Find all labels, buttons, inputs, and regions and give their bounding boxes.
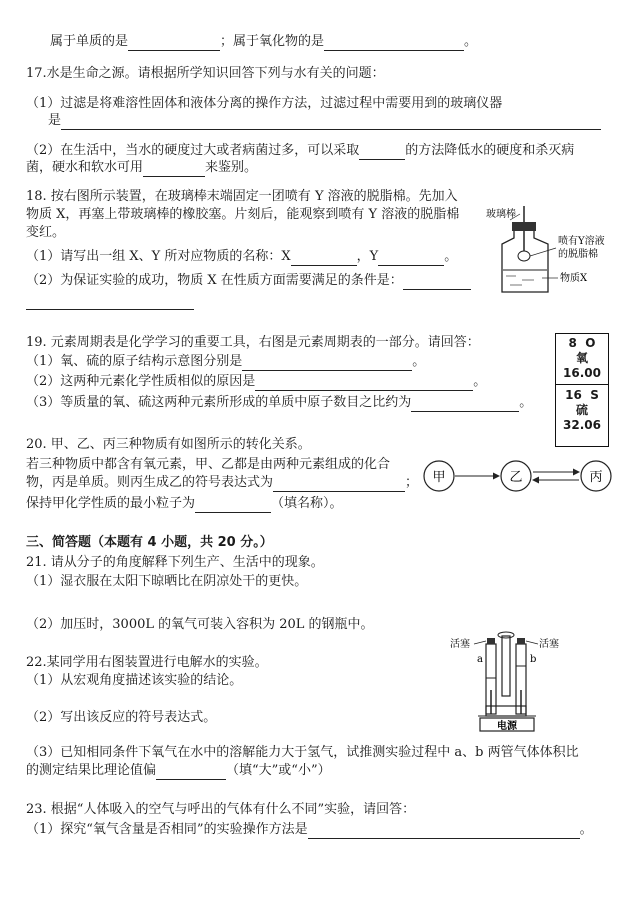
text: （3）等质量的氧、硫这两种元素所形成的单质中原子数目之比约为	[26, 395, 412, 410]
answer-blank[interactable]	[255, 376, 473, 391]
text: 。	[473, 374, 487, 389]
apparatus-figure	[482, 198, 622, 298]
q20-line3	[26, 474, 418, 492]
text: 的方法降低水的硬度和杀灭病	[405, 143, 575, 158]
q21-2-line: （2）加压时，3000L 的氧气可装入容积为 20L 的钢瓶中。	[26, 617, 374, 632]
q17-title: 17.水是生命之源。请根据所学知识回答下列与水有关的问题：	[26, 66, 385, 81]
answer-blank[interactable]	[242, 356, 412, 371]
q18-line2: 物质 X，再塞上带玻璃棒的橡胶塞。片刻后，能观察到喷有 Y 溶液的脱脂棉	[26, 207, 460, 222]
answer-blank[interactable]	[273, 477, 405, 492]
text: 。	[412, 354, 426, 369]
valve-left	[487, 638, 495, 644]
power-label: 电源	[497, 721, 517, 732]
substance-label: 物质X	[560, 273, 588, 284]
q22-1-line: （1）从宏观角度描述该实验的结论。	[26, 673, 243, 688]
answer-blank[interactable]	[403, 275, 471, 290]
text: 是	[48, 113, 62, 128]
cotton-ball	[518, 251, 530, 261]
sulfur-number-symbol: 16 S	[565, 388, 599, 402]
sulfur-name: 硫	[575, 403, 588, 417]
q17-1-line: （1）过滤是将难溶性固体和液体分离的操作方法，过滤过程中需要用到的玻璃仪器	[26, 96, 503, 111]
jia-label: 甲	[432, 470, 446, 485]
tube-b-label: b	[530, 654, 537, 665]
rod-label: 玻璃棒	[486, 209, 516, 220]
answer-blank[interactable]	[26, 295, 194, 310]
answer-blank[interactable]	[143, 162, 205, 177]
rubber-stopper	[512, 222, 536, 231]
q19-1-line	[26, 353, 425, 371]
text: 物，丙是单质。则丙生成乙的符号表达式为	[26, 475, 274, 490]
text: （2）这两种元素化学性质相似的原因是	[26, 374, 256, 389]
bing-label: 丙	[589, 470, 603, 485]
text: 的测定结果比理论值偏	[26, 763, 157, 778]
q16-line	[50, 33, 477, 51]
q17-2-line	[26, 142, 574, 160]
electrolysis-figure	[450, 630, 570, 732]
text: 来鉴别。	[205, 160, 258, 175]
section-3-heading: 三、简答题（本题有 4 小题，共 20 分。）	[26, 535, 273, 550]
text: （填名称）。	[271, 496, 343, 511]
text: （2）在生活中，当水的硬度过大或者病菌过多，可以采取	[26, 143, 360, 158]
answer-blank[interactable]	[291, 251, 357, 266]
q19-2-line	[26, 373, 486, 391]
text: （1）氧、硫的原子结构示意图分别是	[26, 354, 243, 369]
text: 。	[579, 822, 593, 837]
q20-line4	[26, 495, 343, 513]
valve-right	[517, 638, 525, 644]
text: 。	[519, 395, 533, 410]
q17-1-answer-line	[48, 112, 601, 130]
answer-blank[interactable]	[195, 498, 271, 513]
answer-blank[interactable]	[378, 251, 444, 266]
cotton-label-2: 的脱脂棉	[558, 249, 598, 260]
cotton-label-1: 喷有Y溶液	[558, 236, 605, 247]
answer-blank[interactable]	[308, 824, 580, 839]
tube-a-label: a	[477, 654, 483, 665]
q22-3-line1: （3）已知相同条件下氧气在水中的溶解能力大于氢气，试推测实验过程中 a、b 两管气体体积比	[26, 745, 579, 760]
q18-2-answer-line	[26, 292, 194, 310]
oxygen-name: 氧	[575, 351, 588, 365]
answer-blank[interactable]	[359, 145, 405, 160]
text: （填“大”或“小”）	[226, 763, 331, 778]
q22-2-line: （2）写出该反应的符号表达式。	[26, 710, 217, 725]
answer-blank[interactable]	[411, 397, 519, 412]
answer-blank[interactable]	[156, 765, 226, 780]
text: 。	[464, 34, 478, 49]
text: ；	[405, 475, 419, 490]
text: （1）请写出一组 X、Y 所对应物质的名称：X	[26, 249, 291, 264]
answer-blank[interactable]	[324, 36, 464, 51]
valve-right-label: 活塞	[539, 639, 559, 650]
answer-blank[interactable]	[128, 36, 220, 51]
q19-3-line	[26, 394, 532, 412]
periodic-table-fragment	[555, 333, 609, 447]
text: 保持甲化学性质的最小粒子为	[26, 496, 196, 511]
oxygen-number-symbol: 8 O	[568, 336, 596, 350]
q23-1-line	[26, 821, 593, 839]
text: 。	[444, 249, 458, 264]
valve-left-label: 活塞	[450, 639, 470, 650]
q22-3-line2	[26, 762, 331, 780]
text: 菌，硬水和软水可用	[26, 160, 144, 175]
text: （1）探究“氧气含量是否相同”的实验操作方法是	[26, 822, 308, 837]
text: ；属于氧化物的是	[220, 34, 325, 49]
text: 属于单质的是	[50, 34, 129, 49]
text: （2）为保证实验的成功，物质 X 在性质方面需要满足的条件是：	[26, 273, 403, 288]
yi-label: 乙	[509, 470, 523, 485]
conversion-diagram	[420, 456, 620, 498]
q22-line1: 22.某同学用右图装置进行电解水的实验。	[26, 655, 268, 670]
q19-line1: 19. 元素周期表是化学学习的重要工具，右图是元素周期表的一部分。请回答：	[26, 335, 480, 350]
q20-line1: 20. 甲、乙、丙三种物质有如图所示的转化关系。	[26, 437, 311, 452]
q17-2-line2	[26, 159, 257, 177]
sulfur-mass: 32.06	[563, 418, 601, 432]
q23-line1: 23. 根据“人体吸入的空气与呼出的气体有什么不同”实验，请回答：	[26, 802, 416, 817]
answer-blank[interactable]	[61, 115, 601, 130]
q21-line1: 21. 请从分子的角度解释下列生产、生活中的现象。	[26, 555, 324, 570]
text: ，Y	[356, 249, 379, 264]
q18-2-line	[26, 272, 471, 290]
q18-1-line	[26, 248, 457, 266]
q20-line2: 若三种物质中都含有氧元素，甲、乙都是由两种元素组成的化合	[26, 457, 391, 472]
oxygen-mass: 16.00	[563, 366, 601, 380]
reservoir	[502, 636, 510, 696]
q21-1-line: （1）湿衣服在太阳下晾晒比在阴凉处干的更快。	[26, 574, 308, 589]
q18-line1: 18. 按右图所示装置，在玻璃棒末端固定一团喷有 Y 溶液的脱脂棉。先加入	[26, 189, 458, 204]
bottle	[502, 231, 548, 292]
q18-line3: 变红。	[26, 225, 66, 240]
